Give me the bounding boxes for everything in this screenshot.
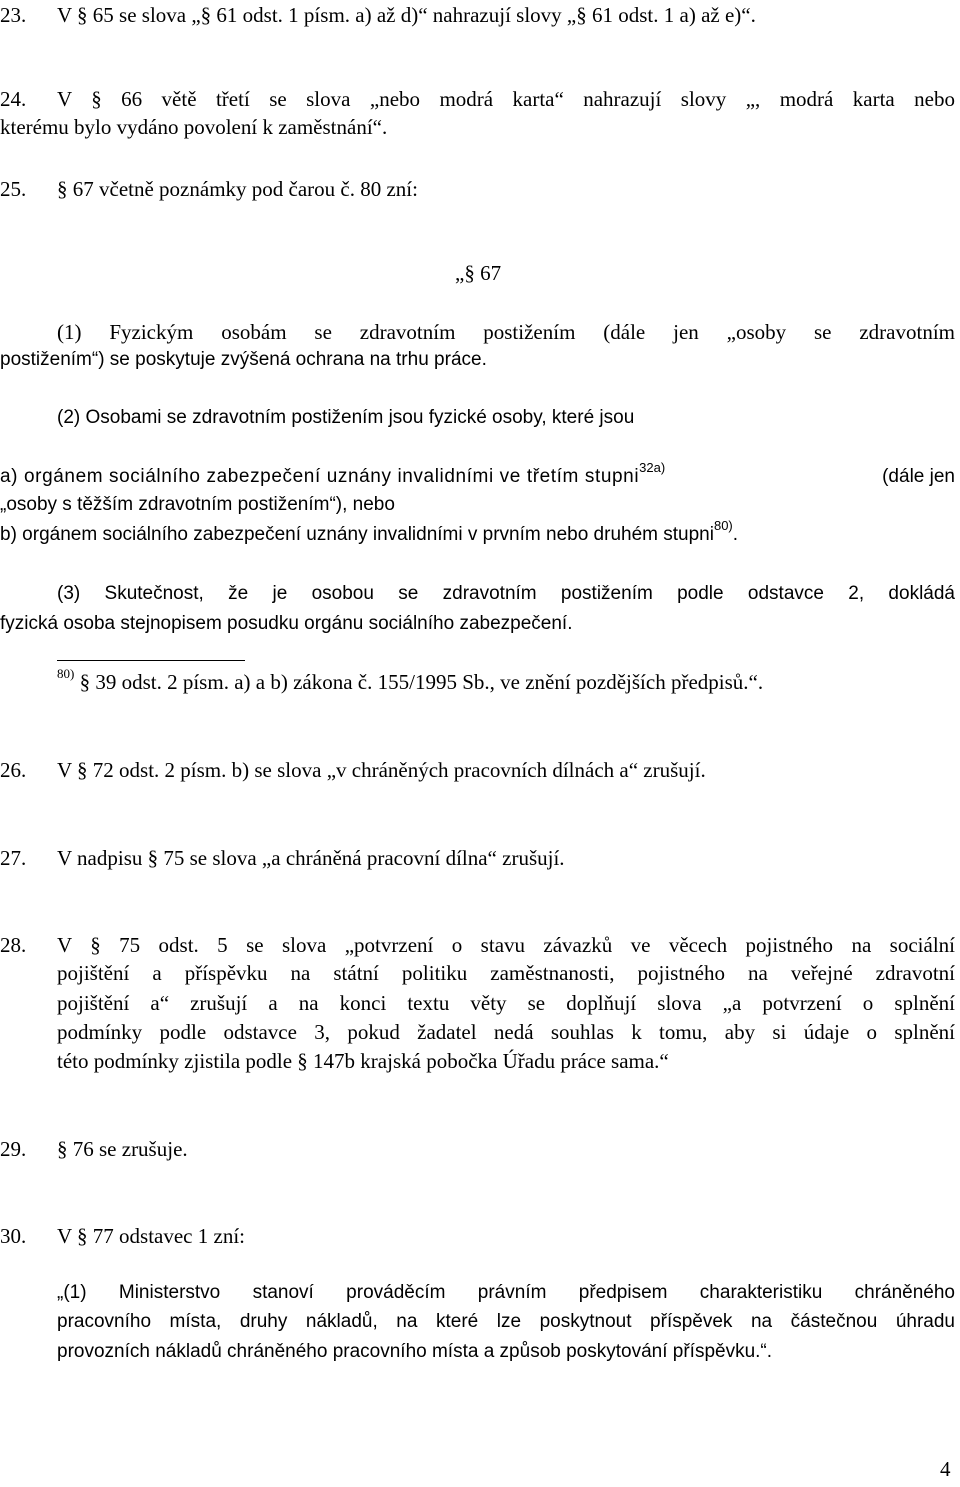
item-text: podmínky podle odstavce 3, pokud žadatel nedá souhlas k tomu, aby si údaje o splnění (57, 1020, 955, 1044)
item-text: V nadpisu § 75 se slova „a chráněná pracovní dílna“ zrušují. (57, 846, 565, 870)
item-number: 23. (0, 3, 27, 27)
footnote-separator (57, 660, 245, 661)
paragraph-1: (1) Fyzickým osobám se zdravotním postižením (dále jen „osoby se zdravotním (57, 320, 955, 344)
item-number: 30. (0, 1224, 27, 1248)
item-text: V § 65 se slova „§ 61 odst. 1 písm. a) až d)“ nahrazují slovy „§ 61 odst. 1 a) až e)“. (57, 3, 756, 27)
item-text: V § 72 odst. 2 písm. b) se slova „v chráněných pracovních dílnách a“ zrušují. (57, 758, 706, 782)
quote-text: provozních nákladů chráněného pracovního místa a způsob poskytování příspěvku.“. (57, 1341, 773, 1362)
item-a-end: (dále jen (882, 466, 955, 487)
item-a-text: a) orgánem sociálního zabezpečení uznány invalidními ve třetím stupni (0, 466, 640, 487)
paragraph-1-cont: postižením“) se poskytuje zvýšená ochrana na trhu práce. (0, 349, 487, 370)
item-b-end: . (732, 524, 739, 545)
item-b-text: b) orgánem sociálního zabezpečení uznány invalidními v prvním nebo druhém stupni (0, 524, 714, 545)
item-a-cont: „osoby s těžším zdravotním postižením“), nebo (0, 494, 395, 515)
item-text: této podmínky zjistila podle § 147b krajská pobočka Úřadu práce sama.“ (57, 1049, 669, 1073)
paragraph-3: (3) Skutečnost, že je osobou se zdravotním postižením podle odstavce 2, dokládá (57, 583, 955, 604)
footnote-ref: 80) (713, 517, 733, 533)
paragraph-3-cont: fyzická osoba stejnopisem posudku orgánu sociálního zabezpečení. (0, 613, 573, 634)
item-text: pojištění a“ zrušují a na konci textu věty se doplňují slova „a potvrzení o splnění (57, 991, 955, 1015)
item-number: 26. (0, 758, 27, 782)
section-heading: „§ 67 (455, 261, 502, 285)
quote-text: „(1) Ministerstvo stanoví prováděcím právním předpisem charakteristiku chráněného (57, 1282, 955, 1303)
item-text: § 76 se zrušuje. (57, 1137, 188, 1161)
item-text: V § 75 odst. 5 se slova „potvrzení o stavu závazků ve věcech pojistného na sociální (57, 933, 955, 957)
item-number: 25. (0, 177, 27, 201)
item-text: pojištění a příspěvku na státní politiku zaměstnanosti, pojistného na veřejné zdravotní (57, 961, 955, 985)
footnote-text: § 39 odst. 2 písm. a) a b) zákona č. 155/1995 Sb., ve znění pozdějších předpisů.“. (79, 670, 764, 694)
item-text: V § 77 odstavec 1 zní: (57, 1224, 245, 1248)
item-text: § 67 včetně poznámky pod čarou č. 80 zní: (57, 177, 418, 201)
item-a (0, 459, 955, 490)
paragraph-2: (2) Osobami se zdravotním postižením jsou fyzické osoby, které jsou (57, 407, 635, 428)
footnote-ref: 32a) (639, 459, 666, 475)
item-text: V § 66 větě třetí se slova „nebo modrá karta“ nahrazují slovy „, modrá karta nebo (57, 87, 955, 111)
item-number: 29. (0, 1137, 27, 1161)
item-b (0, 517, 739, 548)
page-number: 4 (940, 1457, 951, 1481)
footnote (57, 666, 764, 695)
item-text: kterému bylo vydáno povolení k zaměstnání“. (0, 115, 388, 139)
item-number: 28. (0, 933, 27, 957)
item-number: 27. (0, 846, 27, 870)
item-number: 24. (0, 87, 27, 111)
quote-text: pracovního místa, druhy nákladů, na které lze poskytnout příspěvek na částečnou úhradu (57, 1311, 955, 1332)
footnote-number: 80) (57, 666, 75, 681)
